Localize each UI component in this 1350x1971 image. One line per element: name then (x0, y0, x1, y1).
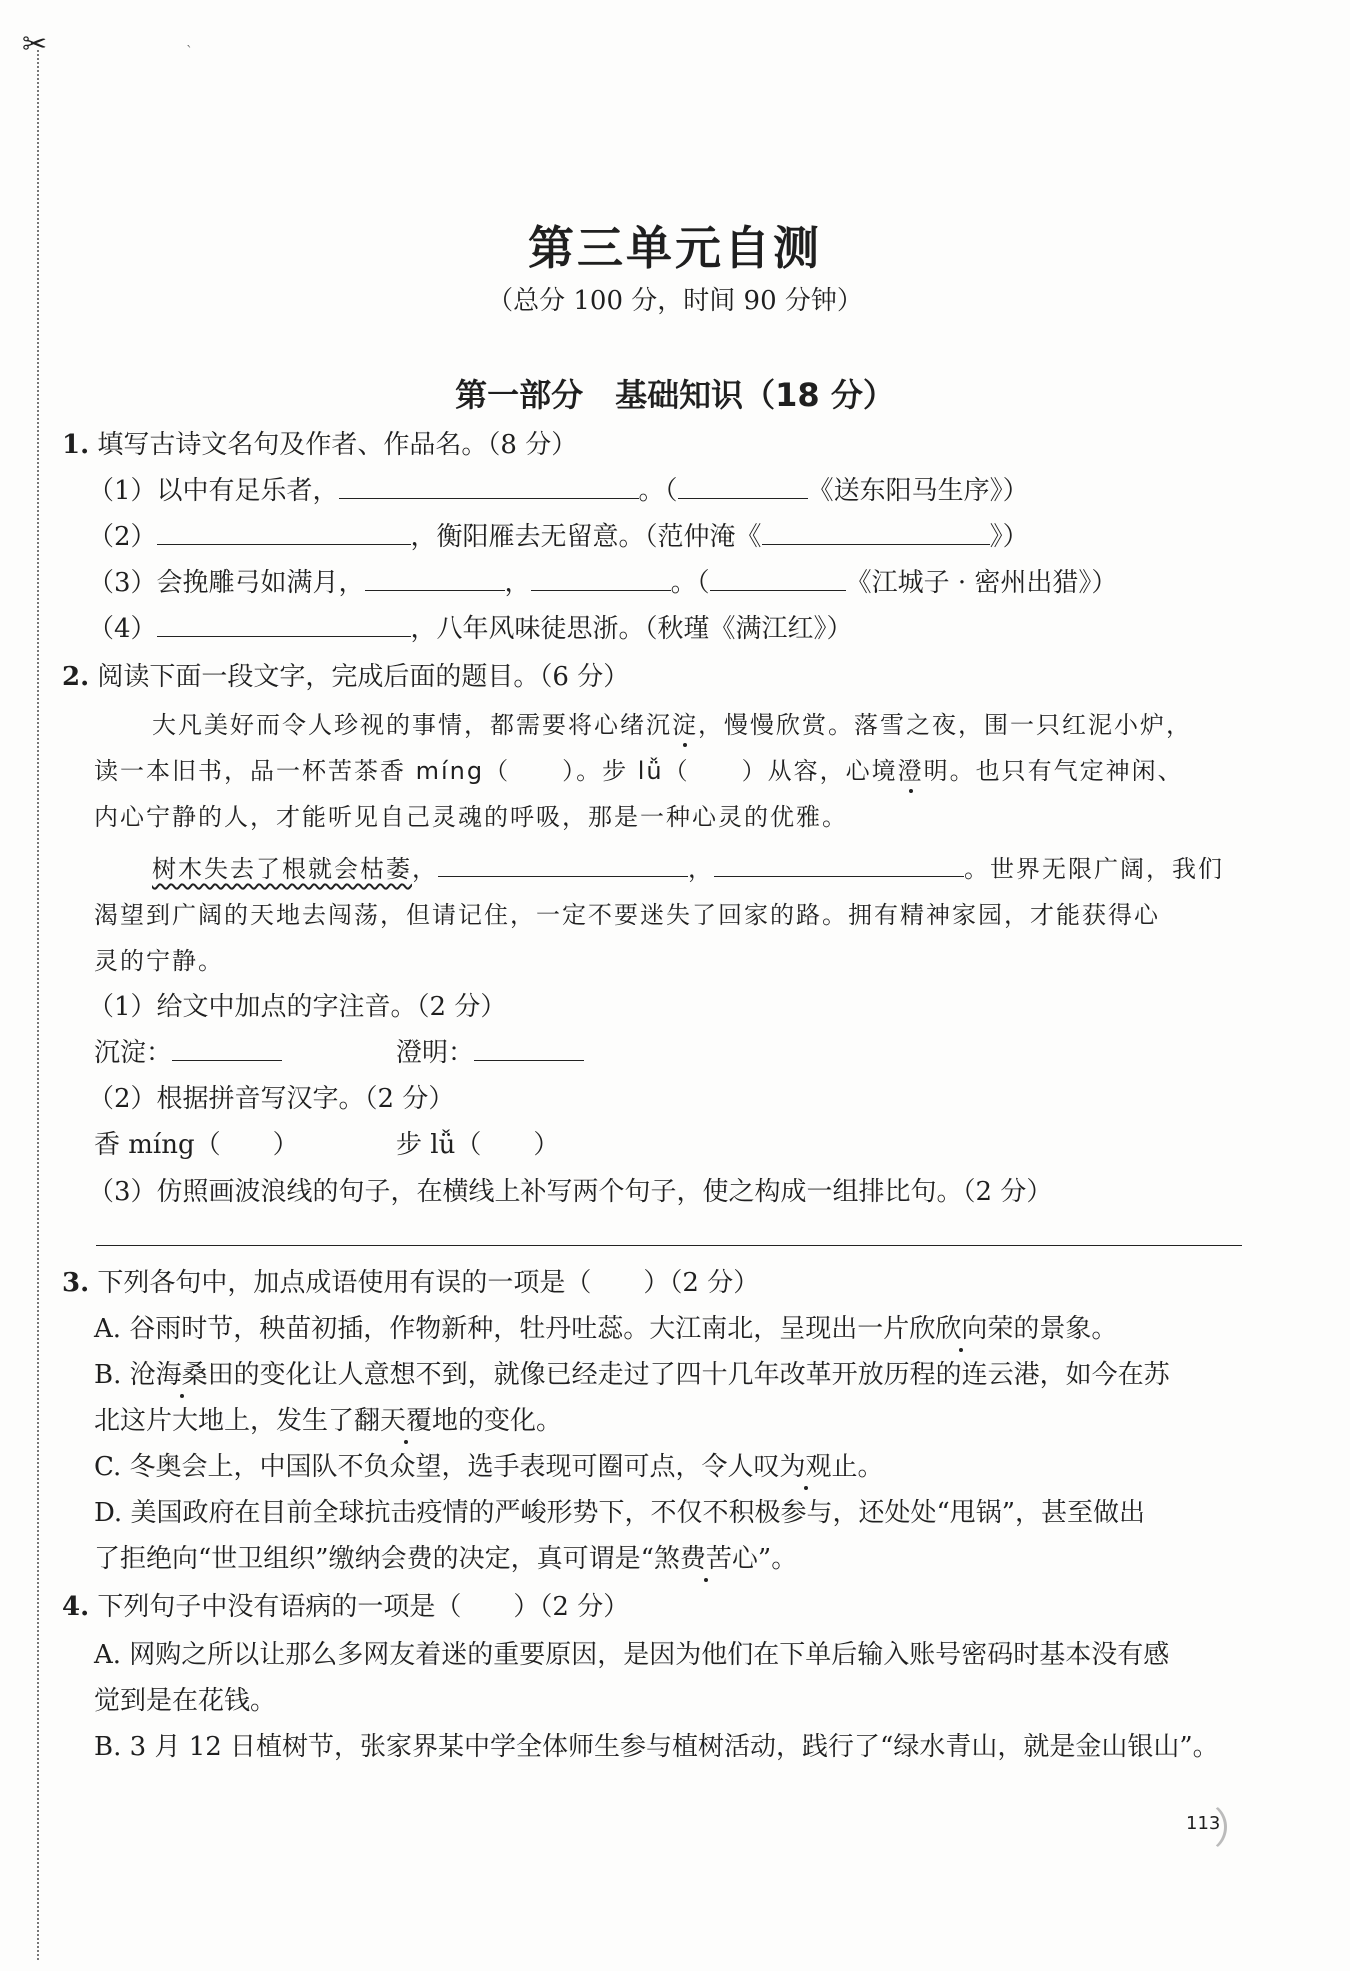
q2-stem: 2. 阅读下面一段文字，完成后面的题目。（6 分） (62, 662, 630, 692)
q3-option-d-cont: 了拒绝向“世卫组织”缴纳会费的决定，真可谓是“煞费苦心”。 (94, 1544, 798, 1574)
answer-blank[interactable] (714, 852, 964, 877)
scissors-icon: ✂ (22, 27, 48, 62)
q2-sub-1-b: 澄明： (396, 1036, 584, 1070)
q3-option-a: A. 谷雨时节，秧苗初插，作物新种，牡丹吐蕊。大江南北，呈现出一片欣欣向荣的景象。 (94, 1314, 1118, 1344)
q4-option-a-cont: 觉到是在花钱。 (94, 1686, 277, 1716)
passage-line: 内心宁静的人，才能听见自己灵魂的呼吸，那是一种心灵的优雅。 (94, 803, 848, 831)
q3-option-c: C. 冬奥会上，中国队不负众望，选手表现可圈可点，令人叹为观止。 (94, 1452, 884, 1482)
answer-blank[interactable] (531, 566, 671, 591)
q4-option-a: A. 网购之所以让那么多网友着迷的重要原因，是因为他们在下单后输入账号密码时基本没有感 (94, 1640, 1170, 1670)
page-title: 第三单元自测 (528, 221, 822, 275)
q1-item-1: （1）以中有足乐者， 。（ 《送东阳马生序》） (88, 476, 1029, 506)
page-subtitle: （总分 100 分，时间 90 分钟） (487, 286, 863, 316)
answer-blank[interactable] (157, 612, 411, 637)
answer-blank[interactable] (172, 1036, 282, 1061)
answer-blank[interactable] (474, 1036, 584, 1061)
answer-blank[interactable] (678, 474, 808, 499)
passage-line: 渴望到广阔的天地去闯荡，但请记住，一定不要迷失了回家的路。拥有精神家园，才能获得心 (94, 901, 1160, 929)
q1-item-3: （3）会挽雕弓如满月， ， 。（ 《江城子 · 密州出猎》） (88, 568, 1118, 598)
q2-sub-3: （3）仿照画波浪线的句子，在横线上补写两个句子，使之构成一组排比句。（2 分） (88, 1177, 1053, 1207)
q1-stem: 1. 填写古诗文名句及作者、作品名。（8 分） (62, 430, 578, 460)
q2-sub-1-a: 沉淀： (94, 1036, 282, 1070)
q4-option-b: B. 3 月 12 日植树节，张家界某中学全体师生参与植树活动，践行了“绿水青山，就是金山银山”。 (94, 1732, 1219, 1762)
answer-blank[interactable] (710, 566, 846, 591)
q2-sub-2: （2）根据拼音写汉字。（2 分） (88, 1084, 455, 1114)
answer-blank[interactable] (339, 474, 639, 499)
q1-item-4: （4） ，八年风味徒思浙。（秋瑾《满江红》） (88, 614, 853, 644)
answer-line[interactable] (96, 1245, 1242, 1246)
q2-sub-2-b: 步 lǚ（ ） (396, 1130, 560, 1160)
cut-line (37, 50, 39, 1960)
passage-line: 大凡美好而令人珍视的事情，都需要将心绪沉淀，慢慢欣赏。落雪之夜，围一只红泥小炉， (152, 711, 1192, 739)
answer-blank[interactable] (365, 566, 505, 591)
wavy-sentence: 树木失去了根就会枯萎 (152, 855, 412, 883)
answer-blank[interactable] (157, 520, 411, 545)
q3-option-b: B. 沧海桑田的变化让人意想不到，就像已经走过了四十几年改革开放历程的连云港，如今在苏 (94, 1360, 1170, 1390)
answer-blank[interactable] (438, 852, 688, 877)
answer-blank[interactable] (762, 520, 990, 545)
scan-mark: ˋ (186, 44, 193, 60)
q4-stem: 4. 下列句子中没有语病的一项是（ ）（2 分） (62, 1592, 630, 1622)
passage-line: 读一本旧书，品一杯苦茶香 míng（ ）。步 lǚ（ ）从容，心境澄明。也只有气定神闲、 (94, 757, 1184, 785)
passage-line: 灵的宁静。 (94, 947, 224, 975)
q3-option-b-cont: 北这片大地上，发生了翻天覆地的变化。 (94, 1406, 563, 1436)
passage-line: 树木失去了根就会枯萎， ， 。世界无限广阔，我们 (152, 852, 1224, 886)
q3-stem: 3. 下列各句中，加点成语使用有误的一项是（ ）（2 分） (62, 1268, 760, 1298)
q2-sub-1: （1）给文中加点的字注音。（2 分） (88, 992, 507, 1022)
q2-sub-2-a: 香 míng（ ） (94, 1130, 299, 1160)
page-number: 113 (1176, 1801, 1236, 1845)
q1-item-2: （2） ，衡阳雁去无留意。（范仲淹《 》） (88, 522, 1029, 552)
part-heading: 第一部分 基础知识（18 分） (455, 376, 895, 414)
q3-option-d: D. 美国政府在目前全球抗击疫情的严峻形势下，不仅不积极参与，还处处“甩锅”，甚至做出 (94, 1498, 1146, 1528)
